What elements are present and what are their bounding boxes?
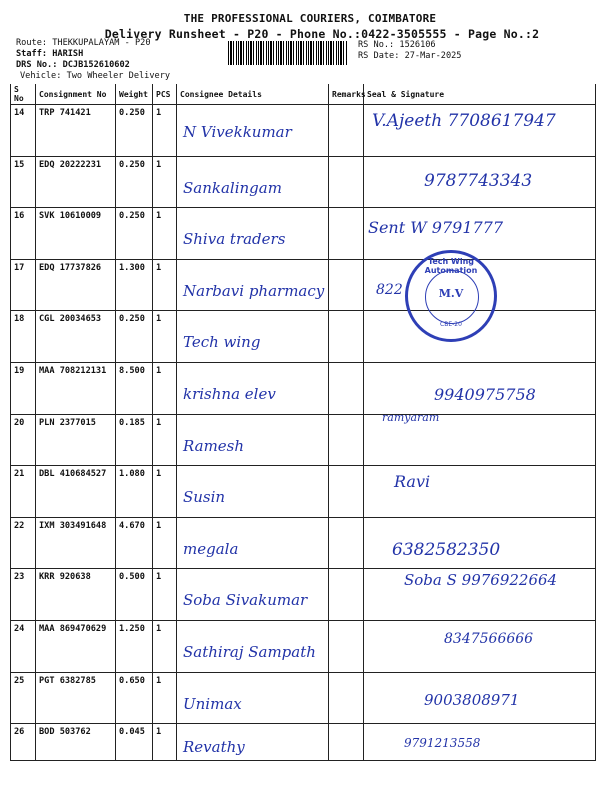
consignee-handwritten: Soba Sivakumar xyxy=(183,591,308,610)
cell-weight: 0.250 xyxy=(116,208,153,260)
cell-consignment: BOD 503762 xyxy=(36,724,116,761)
consignee-handwritten: Narbavi pharmacy xyxy=(183,281,325,300)
consignee-handwritten: Unimax xyxy=(183,694,242,713)
cell-consignment: SVK 10610009 xyxy=(36,208,116,260)
cell-consignment: PLN 2377015 xyxy=(36,414,116,466)
runsheet-subtitle: Delivery Runsheet - P20 - Phone No.:0422-3505555 - Page No.:2 xyxy=(104,27,540,41)
cell-pcs: 1 xyxy=(153,724,177,761)
signature-handwritten: Soba S 9976922664 xyxy=(404,571,558,590)
cell-consignee xyxy=(177,105,329,157)
cell-weight: 8.500 xyxy=(116,362,153,414)
cell-consignment: MAA 869470629 xyxy=(36,620,116,672)
cell-consignee xyxy=(177,620,329,672)
table-row xyxy=(11,569,596,621)
cell-signature xyxy=(364,156,596,208)
consignee-handwritten: Ramesh xyxy=(183,436,245,455)
cell-consignment: CGL 20034653 xyxy=(36,311,116,363)
cell-consignee xyxy=(177,414,329,466)
cell-weight: 0.250 xyxy=(116,156,153,208)
table-row xyxy=(11,414,596,466)
table-row xyxy=(11,105,596,157)
cell-signature xyxy=(364,672,596,724)
cell-sno: 21 xyxy=(11,466,36,518)
col-header-signature: Seal & Signature xyxy=(364,84,596,105)
cell-sno: 25 xyxy=(11,672,36,724)
cell-consignee xyxy=(177,466,329,518)
cell-consignment: MAA 708212131 xyxy=(36,362,116,414)
cell-remarks xyxy=(329,105,364,157)
cell-signature xyxy=(364,362,596,414)
table-row xyxy=(11,672,596,724)
vehicle-label: Vehicle: Two Wheeler Delivery xyxy=(20,71,171,81)
cell-signature xyxy=(364,466,596,518)
table-row xyxy=(11,208,596,260)
consignee-handwritten: Sankalingam xyxy=(183,178,282,197)
table-row xyxy=(11,311,596,363)
consignee-handwritten: krishna elev xyxy=(183,384,276,403)
cell-pcs: 1 xyxy=(153,620,177,672)
cell-remarks xyxy=(329,208,364,260)
cell-consignee xyxy=(177,724,329,761)
cell-consignee xyxy=(177,569,329,621)
signature-handwritten: Sent W 9791777 xyxy=(368,218,504,238)
cell-consignee xyxy=(177,156,329,208)
cell-consignment: KRR 920638 xyxy=(36,569,116,621)
cell-signature xyxy=(364,208,596,260)
cell-sno: 18 xyxy=(11,311,36,363)
cell-remarks xyxy=(329,259,364,311)
consignee-handwritten: megala xyxy=(183,539,239,558)
table-row xyxy=(11,362,596,414)
signature-handwritten: ramyaram xyxy=(382,410,440,424)
table-row xyxy=(11,156,596,208)
cell-remarks xyxy=(329,362,364,414)
col-header-pcs: PCS xyxy=(153,84,177,105)
table-header-row xyxy=(11,84,596,105)
rs-number: RS No.: 1526106 xyxy=(358,40,436,50)
cell-signature xyxy=(364,724,596,761)
col-header-sno: S No xyxy=(11,84,36,105)
cell-pcs: 1 xyxy=(153,311,177,363)
cell-sno: 16 xyxy=(11,208,36,260)
cell-consignment: EDQ 17737826 xyxy=(36,259,116,311)
cell-pcs: 1 xyxy=(153,156,177,208)
cell-pcs: 1 xyxy=(153,259,177,311)
drs-label: DRS No.: DCJB152610602 xyxy=(16,60,130,70)
cell-signature xyxy=(364,569,596,621)
signature-handwritten: 9003808971 xyxy=(424,690,520,709)
cell-weight: 0.500 xyxy=(116,569,153,621)
table-row xyxy=(11,724,596,761)
cell-sno: 17 xyxy=(11,259,36,311)
cell-remarks xyxy=(329,569,364,621)
cell-signature xyxy=(364,410,596,466)
meta-right xyxy=(358,40,461,62)
company-seal-stamp xyxy=(405,250,497,342)
cell-weight: 1.250 xyxy=(116,620,153,672)
cell-consignment: DBL 410684527 xyxy=(36,466,116,518)
stamp-center-text: M.V xyxy=(438,287,464,300)
cell-sno: 24 xyxy=(11,620,36,672)
cell-weight: 4.670 xyxy=(116,517,153,569)
cell-consignment: IXM 303491648 xyxy=(36,517,116,569)
col-header-consignment: Consignment No xyxy=(36,84,116,105)
col-header-weight: Weight xyxy=(116,84,153,105)
cell-signature xyxy=(364,105,596,157)
cell-weight: 0.250 xyxy=(116,311,153,363)
signature-handwritten: 9787743343 xyxy=(424,170,533,191)
cell-consignee xyxy=(177,672,329,724)
cell-signature xyxy=(364,517,596,569)
signature-handwritten: V.Ajeeth 7708617947 xyxy=(372,111,556,131)
stamp-bottom-text: CBE-20 xyxy=(440,321,462,328)
cell-signature xyxy=(364,620,596,672)
consignee-handwritten: N Vivekkumar xyxy=(183,123,292,141)
cell-weight: 0.250 xyxy=(116,105,153,157)
cell-consignment: PGT 6382785 xyxy=(36,672,116,724)
cell-remarks xyxy=(329,466,364,518)
cell-remarks xyxy=(329,517,364,569)
cell-pcs: 1 xyxy=(153,414,177,466)
cell-consignee xyxy=(177,517,329,569)
cell-pcs: 1 xyxy=(153,672,177,724)
cell-pcs: 1 xyxy=(153,466,177,518)
cell-weight: 1.300 xyxy=(116,259,153,311)
consignee-handwritten: Tech wing xyxy=(183,333,261,352)
meta-left xyxy=(16,38,151,71)
cell-sno: 22 xyxy=(11,517,36,569)
company-title: THE PROFESSIONAL COURIERS, COIMBATORE xyxy=(183,12,437,25)
runsheet-table xyxy=(10,84,596,761)
route-label: Route: THEKKUPALAYAM - P20 xyxy=(16,38,151,48)
cell-consignee xyxy=(177,208,329,260)
cell-sno: 26 xyxy=(11,724,36,761)
cell-consignment: EDQ 20222231 xyxy=(36,156,116,208)
cell-pcs: 1 xyxy=(153,569,177,621)
cell-pcs: 1 xyxy=(153,517,177,569)
table-row xyxy=(11,466,596,518)
cell-consignee xyxy=(177,259,329,311)
consignee-handwritten: Shiva traders xyxy=(183,230,286,249)
table-row xyxy=(11,620,596,672)
cell-remarks xyxy=(329,311,364,363)
cell-remarks xyxy=(329,414,364,466)
cell-weight: 0.045 xyxy=(116,724,153,761)
cell-remarks xyxy=(329,156,364,208)
signature-handwritten: 9791213558 xyxy=(404,736,481,751)
table-row xyxy=(11,259,596,311)
rs-date: RS Date: 27-Mar-2025 xyxy=(358,51,462,61)
cell-sno: 14 xyxy=(11,105,36,157)
cell-consignee xyxy=(177,311,329,363)
cell-pcs: 1 xyxy=(153,208,177,260)
col-header-consignee: Consignee Details xyxy=(177,84,329,105)
table-row xyxy=(11,517,596,569)
cell-sno: 19 xyxy=(11,362,36,414)
cell-remarks xyxy=(329,724,364,761)
cell-sno: 20 xyxy=(11,414,36,466)
consignee-handwritten: Susin xyxy=(183,488,226,507)
signature-handwritten: Ravi xyxy=(394,472,431,492)
cell-consignment: TRP 741421 xyxy=(36,105,116,157)
signature-handwritten: 9940975758 xyxy=(434,384,536,404)
consignee-handwritten: Sathiraj Sampath xyxy=(183,642,316,661)
cell-pcs: 1 xyxy=(153,362,177,414)
stamp-ring-text: Tech Wing Automation xyxy=(424,257,478,275)
cell-sno: 23 xyxy=(11,569,36,621)
cell-consignee xyxy=(177,362,329,414)
cell-sno: 15 xyxy=(11,156,36,208)
signature-handwritten: 8347566666 xyxy=(444,630,534,647)
staff-label: Staff: HARISH xyxy=(16,49,84,59)
cell-remarks xyxy=(329,672,364,724)
col-header-remarks: Remarks xyxy=(329,84,364,105)
cell-weight: 0.650 xyxy=(116,672,153,724)
consignee-handwritten: Revathy xyxy=(183,738,245,757)
cell-pcs: 1 xyxy=(153,105,177,157)
cell-weight: 0.185 xyxy=(116,414,153,466)
signature-handwritten: 822 xyxy=(376,281,403,298)
signature-handwritten: 6382582350 xyxy=(392,539,501,560)
barcode xyxy=(228,41,348,65)
cell-weight: 1.080 xyxy=(116,466,153,518)
cell-remarks xyxy=(329,620,364,672)
